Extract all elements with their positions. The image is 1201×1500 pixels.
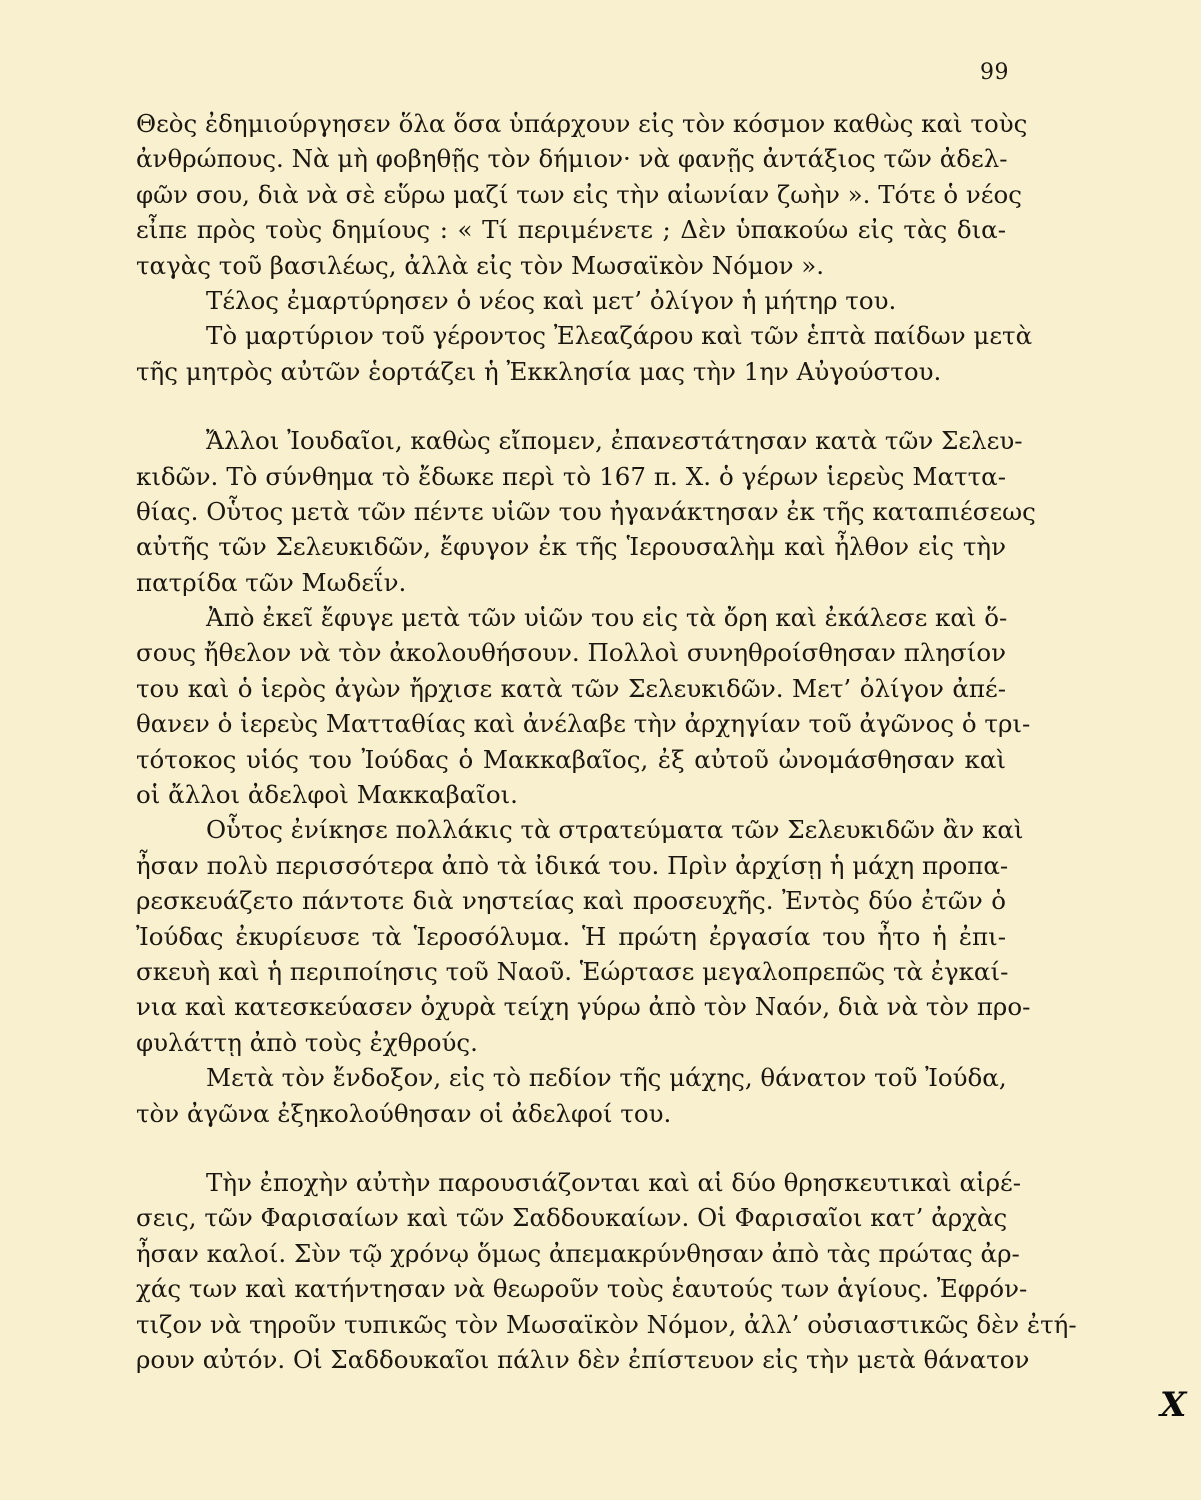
body-text	[136, 106, 1077, 1377]
text-line: ρεσκευάζετο πάντοτε διὰ νηστείας καὶ προσευχῆς. Ἐντὸς δύο ἐτῶν ὁ	[136, 886, 1006, 916]
paragraph	[136, 812, 1031, 1060]
text-line: τῆς μητρὸς αὐτῶν ἑορτάζει ἡ Ἐκκλησία μας τὴν 1ην Αὐγούστου.	[136, 356, 942, 386]
text-line: νια καὶ κατεσκεύασεν ὀχυρὰ τείχη γύρω ἀπὸ τὸν Ναόν, διὰ νὰ τὸν προ-	[136, 992, 1031, 1022]
text-line: Μετὰ τὸν ἔνδοξον, εἰς τὸ πεδίον τῆς μάχης, θάνατον τοῦ Ἰούδα,	[206, 1063, 1007, 1093]
paragraph	[136, 1165, 1077, 1377]
text-line: φῶν σου, διὰ νὰ σὲ εὕρω μαζί των εἰς τὴν αἰωνίαν ζωὴν ». Τότε ὁ νέος	[136, 179, 1022, 209]
text-line: τὸν ἀγῶνα ἐξηκολούθησαν οἱ ἀδελφοί του.	[136, 1098, 672, 1128]
text-line: ἀνθρώπους. Νὰ μὴ φοβηθῇς τὸν δήμιον· νὰ φανῇς ἀντάξιος τῶν ἀδελ-	[136, 144, 1008, 174]
text-line: οἱ ἄλλοι ἀδελφοὶ Μακκαβαῖοι.	[136, 780, 518, 810]
text-line: τότοκος υἱός του Ἰούδας ὁ Μακκαβαῖος, ἐξ αὐτοῦ ὠνομάσθησαν καὶ	[136, 744, 1006, 774]
paragraph	[136, 423, 1036, 600]
paragraph	[136, 318, 1033, 389]
handwritten-mark: X	[1160, 1385, 1187, 1425]
text-line: ρουν αὐτόν. Οἱ Σαδδουκαῖοι πάλιν δὲν ἐπίστευον εἰς τὴν μετὰ θάνατον	[136, 1344, 1030, 1374]
text-line: κιδῶν. Τὸ σύνθημα τὸ ἔδωκε περὶ τὸ 167 π. Χ. ὁ γέρων ἱερεὺς Ματτα-	[136, 461, 1006, 491]
text-line: εἶπε πρὸς τοὺς δημίους : « Τί περιμένετε ; Δὲν ὑπακούω εἰς τὰς δια-	[136, 215, 1006, 245]
paragraph	[136, 600, 1031, 812]
text-line: θίας. Οὗτος μετὰ τῶν πέντε υἱῶν του ἠγανάκτησαν ἐκ τῆς καταπιέσεως	[136, 496, 1036, 526]
text-line: Τέλος ἐμαρτύρησεν ὁ νέος καὶ μετ’ ὀλίγον ἡ μήτηρ του.	[206, 285, 897, 315]
text-line: τιζον νὰ τηροῦν τυπικῶς τὸν Μωσαϊκὸν Νόμον, ἀλλ’ οὐσιαστικῶς δὲν ἐτή-	[136, 1309, 1077, 1339]
text-line: Τὴν ἐποχὴν αὐτὴν παρουσιάζονται καὶ αἱ δύο θρησκευτικαὶ αἱρέ-	[206, 1167, 1022, 1197]
text-line: Οὗτος ἐνίκησε πολλάκις τὰ στρατεύματα τῶν Σελευκιδῶν ἂν καὶ	[206, 815, 1024, 845]
text-line: θανεν ὁ ἱερεὺς Ματταθίας καὶ ἀνέλαβε τὴν ἀρχηγίαν τοῦ ἀγῶνος ὁ τρι-	[136, 709, 1031, 739]
text-line: σεις, τῶν Φαρισαίων καὶ τῶν Σαδδουκαίων. Οἱ Φαρισαῖοι κατ’ ἀρχὰς	[136, 1203, 1008, 1233]
text-line: σους ἤθελον νὰ τὸν ἀκολουθήσουν. Πολλοὶ συνηθροίσθησαν πλησίον	[136, 638, 1006, 668]
paragraph	[136, 1060, 1006, 1131]
text-line: του καὶ ὁ ἱερὸς ἀγὼν ἤρχισε κατὰ τῶν Σελευκιδῶν. Μετ’ ὀλίγον ἀπέ-	[136, 673, 1006, 703]
text-line: Τὸ μαρτύριον τοῦ γέροντος Ἐλεαζάρου καὶ τῶν ἑπτὰ παίδων μετὰ	[206, 321, 1033, 351]
text-line: ταγὰς τοῦ βασιλέως, ἀλλὰ εἰς τὸν Μωσαϊκὸν Νόμον ».	[136, 250, 825, 280]
paragraph	[136, 106, 1028, 283]
text-line: χάς των καὶ κατήντησαν νὰ θεωροῦν τοὺς ἑαυτούς των ἁγίους. Ἐφρόν-	[136, 1274, 1028, 1304]
text-line: πατρίδα τῶν Μωδεΐν.	[136, 567, 407, 597]
page-number: 99	[980, 60, 1009, 85]
text-line: Θεὸς ἐδημιούργησεν ὅλα ὅσα ὑπάρχουν εἰς τὸν κόσμον καθὼς καὶ τοὺς	[136, 109, 1028, 138]
text-line: ἦσαν καλοί. Σὺν τῷ χρόνῳ ὅμως ἀπεμακρύνθησαν ἀπὸ τὰς πρώτας ἀρ-	[136, 1238, 1020, 1268]
text-line: σκευὴ καὶ ἡ περιποίησις τοῦ Ναοῦ. Ἑώρτασε μεγαλοπρεπῶς τὰ ἐγκαί-	[136, 956, 1009, 986]
text-line: αὐτῆς τῶν Σελευκιδῶν, ἔφυγον ἐκ τῆς Ἱερουσαλὴμ καὶ ἦλθον εἰς τὴν	[136, 532, 1006, 562]
text-line: Ἀπὸ ἐκεῖ ἔφυγε μετὰ τῶν υἱῶν του εἰς τὰ ὄρη καὶ ἐκάλεσε καὶ ὅ-	[206, 603, 1008, 633]
text-line: Ἄλλοι Ἰουδαῖοι, καθὼς εἴπομεν, ἐπανεστάτησαν κατὰ τῶν Σελευ-	[206, 426, 1023, 456]
text-line: ἦσαν πολὺ περισσότερα ἀπὸ τὰ ἰδικά του. Πρὶν ἀρχίσῃ ἡ μάχη προπα-	[136, 850, 1009, 880]
text-line: Ἰούδας ἐκυρίευσε τὰ Ἱεροσόλυμα. Ἡ πρώτη ἐργασία του ἦτο ἡ ἐπι-	[136, 921, 1006, 951]
text-line: φυλάττῃ ἀπὸ τοὺς ἐχθρούς.	[136, 1027, 478, 1057]
paragraph	[136, 283, 1006, 318]
